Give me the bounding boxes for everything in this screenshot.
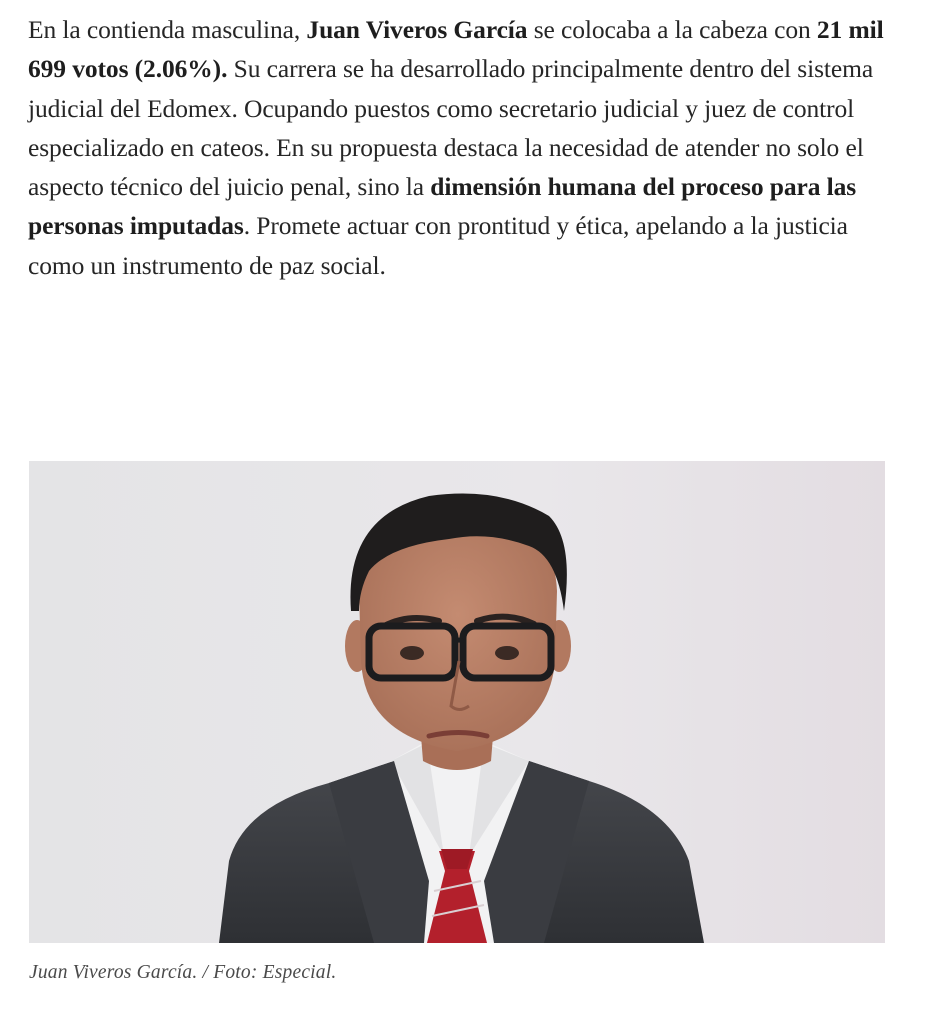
paragraph-text: En la contienda masculina, (28, 15, 307, 44)
article-paragraph (28, 10, 908, 285)
article-figure (29, 461, 885, 986)
paragraph-text: se colocaba a la cabeza con (527, 15, 817, 44)
vote-count: 21 mil 699 votos (2.06%). (28, 15, 884, 84)
candidate-name: Juan Viveros García (306, 15, 528, 44)
portrait-photo (29, 461, 885, 943)
article-body (28, 10, 908, 285)
highlighted-phrase: dimensión humana del proceso para las personas imputadas (28, 172, 857, 241)
photo-caption: Juan Viveros García. / Foto: Especial. (29, 962, 337, 983)
paragraph-text: Su carrera se ha desarrollado principalmente dentro del sistema judicial del Edomex. Ocupando puestos como secretario judicial y juez de control especializado en cateos. En su propuesta destaca la necesidad de atender no solo el aspecto técnico del juicio penal, sino la (28, 54, 874, 202)
paragraph-text: . Promete actuar con prontitud y ética, apelando a la justicia como un instrumento de paz social. (28, 211, 848, 280)
